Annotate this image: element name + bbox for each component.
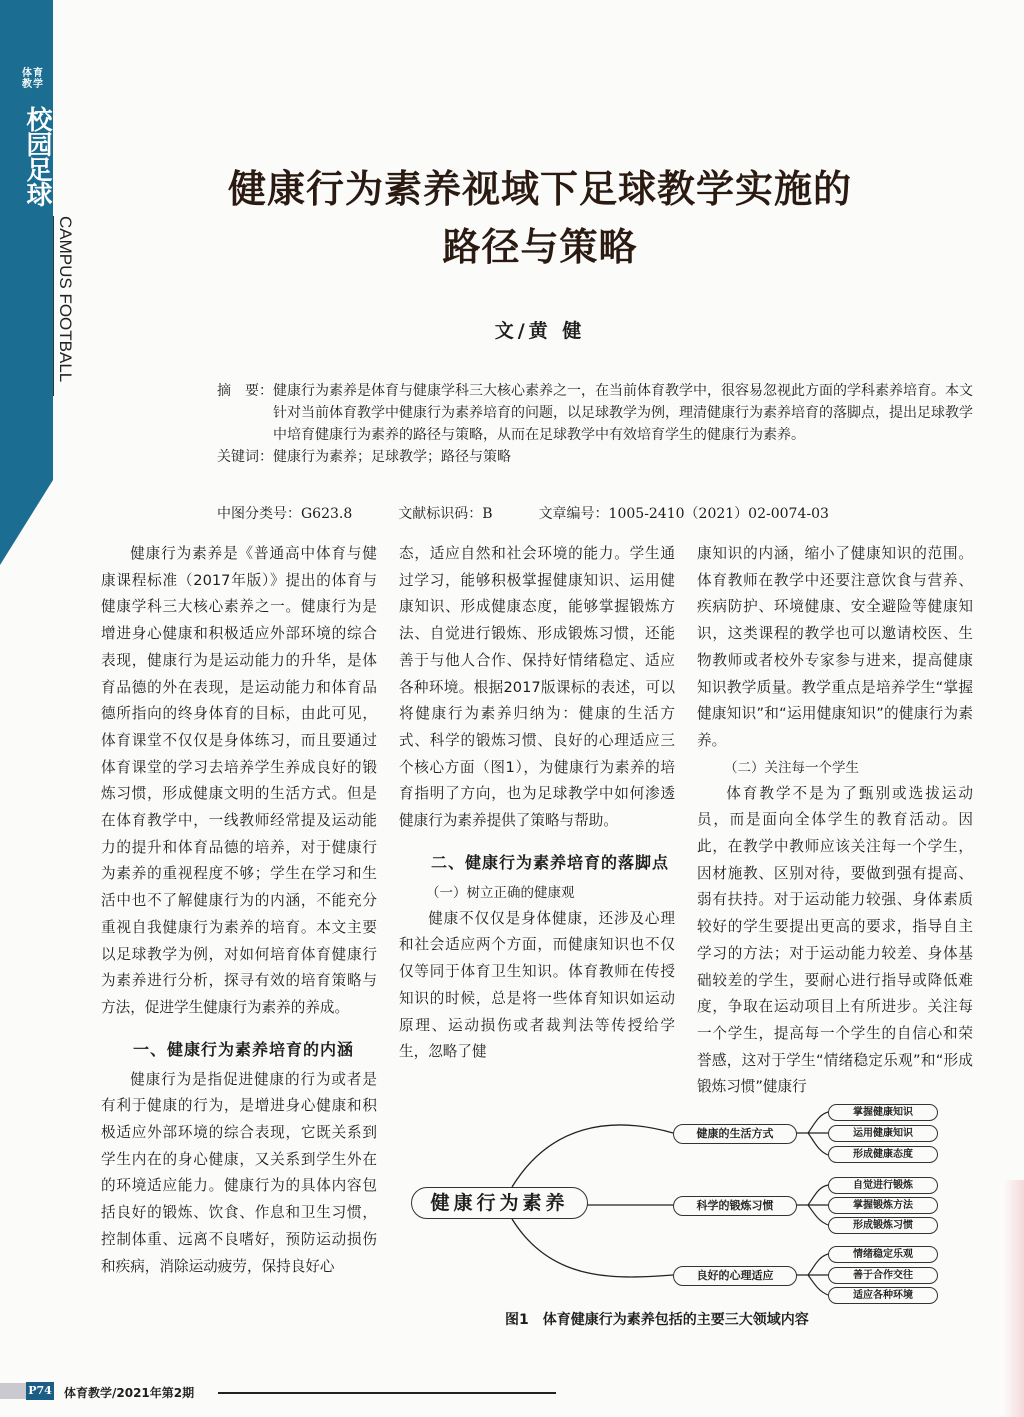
mindmap-leaf-node: 运用健康知识 [828,1125,938,1142]
mindmap-leaf-node: 掌握健康知识 [828,1104,938,1121]
intro-paragraph: 健康行为素养是《普通高中体育与健康课程标准（2017年版）》提出的体育与健康学科三大核心素养之一。健康行为是增进身心健康和积极适应外部环境的综合表现，健康行为是运动能力的升华，是体育品德的外在表现，是运动能力和体育品德所指向的终身体育的目标，由此可见，体育课堂不仅仅是身体练习，而且要通过体育课堂的学习去培养学生养成良好的锻炼习惯，形成健康文明的生活方式。但是在体育教学中，一线教师经常提及运动能力的提升和体育品德的培养，对于健康行为素养的重视程度不够；学生在学习和生活中也不了解健康行为的内涵，不能充分重视自我健康行为素养的培育。本文主要以足球教学为例，对如何培育体育健康行为素养进行分析，探寻有效的培育策略与方法，促进学生健康行为素养的养成。 [101,545,377,1016]
column-3 [697,541,973,1101]
subsection-2-paragraph: 体育教学不是为了甄别或选拔运动员，而是面向全体学生的教育活动。因此，在教学中教师应该关注每一个学生，因材施教、区别对待，要做到强有提高、弱有扶持。对于运动能力较强、身体素质较好的学生要提出更高的要求，指导自主学习的方法；对于运动能力较差、身体基础较差的学生，要耐心进行指导或降低难度，争取在运动项目上有所进步。关注每一个学生，提高每一个学生的自信心和荣誉感，这对于学生“情绪稳定乐观”和“形成锻炼习惯”健康行 [697,784,973,1096]
section-label-en: CAMPUS FOOTBALL [56,216,75,383]
abstract-block [217,380,977,468]
title-line-1: 健康行为素养视域下足球教学实施的 [227,167,852,211]
mindmap-leaf-node: 掌握锻炼方法 [828,1197,938,1214]
abstract [217,380,977,446]
abstract-label: 摘 要： [217,383,273,399]
subsection-2-heading: （二）关注每一个学生 [724,759,859,776]
figure-1-mindmap [400,1095,960,1305]
document-code: 文献标识码：B [398,506,493,522]
mindmap-branch-node: 健康的生活方式 [673,1124,797,1144]
footer-tab [0,1383,26,1399]
mindmap-branch-node: 良好的心理适应 [673,1266,797,1286]
mindmap-leaf-node: 适应各种环境 [828,1287,938,1304]
mindmap-leaf-node: 形成健康态度 [828,1146,938,1163]
article-number: 文章编号：1005-2410（2021）02-0074-03 [538,506,829,522]
column-1 [101,541,377,1280]
clc-number: 中图分类号：G623.8 [217,506,353,522]
author-byline: 文/黄 健 [494,320,586,342]
column-2 [399,541,675,1066]
section-1-paragraph: 健康行为是指促进健康的行为或者是有利于健康的行为，是增进身心健康和积极适应外部环境的综合表现，它既关系到学生内在的身心健康，又关系到学生外在的环境适应能力。健康行为的具体内容包括良好的锻炼、饮食、作息和卫生习惯，控制体重、远离不良嗜好，预防运动损伤和疾病，消除运动疲劳，保持良好心 [101,1070,377,1275]
subsection-1-paragraph: 健康不仅仅是身体健康，还涉及心理和社会适应两个方面，而健康知识也不仅仅等同于体育卫生知识。体育教师在传授知识的时候，总是将一些体育知识如运动原理、运动损伤或者裁判法等传授给学生，忽略了健 [399,909,675,1061]
mindmap-leaf-node: 自觉进行锻炼 [828,1177,938,1194]
subsection-1-heading: （一）树立正确的健康观 [426,884,575,901]
keywords-label: 关键词： [217,449,273,465]
keywords [217,446,977,468]
branch-2-brace [796,1185,828,1225]
keywords-text: 健康行为素养；足球教学；路径与策略 [273,449,511,465]
brand-line-1: 体育 [22,68,44,79]
brand-line-2: 教学 [22,79,44,90]
connector-root-branch-3 [512,1219,673,1277]
footer-rule [218,1392,556,1394]
section-label: 校园足球 [22,106,52,206]
journal-issue: 体育教学/2021年第2期 [64,1386,195,1400]
article-metadata [217,503,977,523]
branch-1-brace [796,1112,828,1155]
section-2-heading: 二、健康行为素养培育的落脚点 [431,852,670,872]
abstract-text: 健康行为素养是体育与健康学科三大核心素养之一，在当前体育教学中，很容易忽视此方面的学科素养培育。本文针对当前体育教学中健康行为素养培育的问题，以足球教学为例，理清健康行为素养培育的落脚点，提出足球教学中培育健康行为素养的路径与策略，从而在足球教学中有效培育学生的健康行为素养。 [273,383,973,443]
mindmap-branch-node: 科学的锻炼习惯 [673,1196,797,1216]
figure-caption: 图1 体育健康行为素养包括的主要三大领域内容 [505,1312,809,1328]
mindmap-leaf-node: 善于合作交往 [828,1267,938,1284]
branch-3-brace [796,1254,828,1295]
connector-root-branch-1 [512,1125,673,1187]
article-title [160,160,920,276]
journal-brand-mark [19,68,47,90]
section-1-heading: 一、健康行为素养培育的内涵 [133,1039,355,1059]
continued-paragraph: 态，适应自然和社会环境的能力。学生通过学习，能够积极掌握健康知识、运用健康知识、形成健康态度，能够掌握锻炼方法、自觉进行锻炼、形成锻炼习惯，还能善于与他人合作、保持好情绪稳定、适应各种环境。根据2017版课标的表述，可以将健康行为素养归纳为：健康的生活方式、科学的锻炼习惯、良好的心理适应三个核心方面（图1），为健康行为素养的培育指明了方向，也为足球教学中如何渗透健康行为素养提供了策略与帮助。 [399,545,675,830]
mindmap-leaf-node: 情绪稳定乐观 [828,1246,938,1263]
mindmap-leaf-node: 形成锻炼习惯 [828,1217,938,1234]
scan-edge-tint [1004,1180,1024,1417]
continued-paragraph: 康知识的内涵，缩小了健康知识的范围。体育教师在教学中还要注意饮食与营养、疾病防护、环境健康、安全避险等健康知识，这类课程的教学也可以邀请校医、生物教师或者校外专家参与进来，提高健康知识教学质量。教学重点是培养学生“掌握健康知识”和“运用健康知识”的健康行为素养。 [697,545,973,749]
section-rule [53,216,54,396]
mindmap-root-node: 健康行为素养 [411,1187,588,1219]
page-number: P74 [26,1382,54,1400]
title-line-2: 路径与策略 [442,225,638,269]
